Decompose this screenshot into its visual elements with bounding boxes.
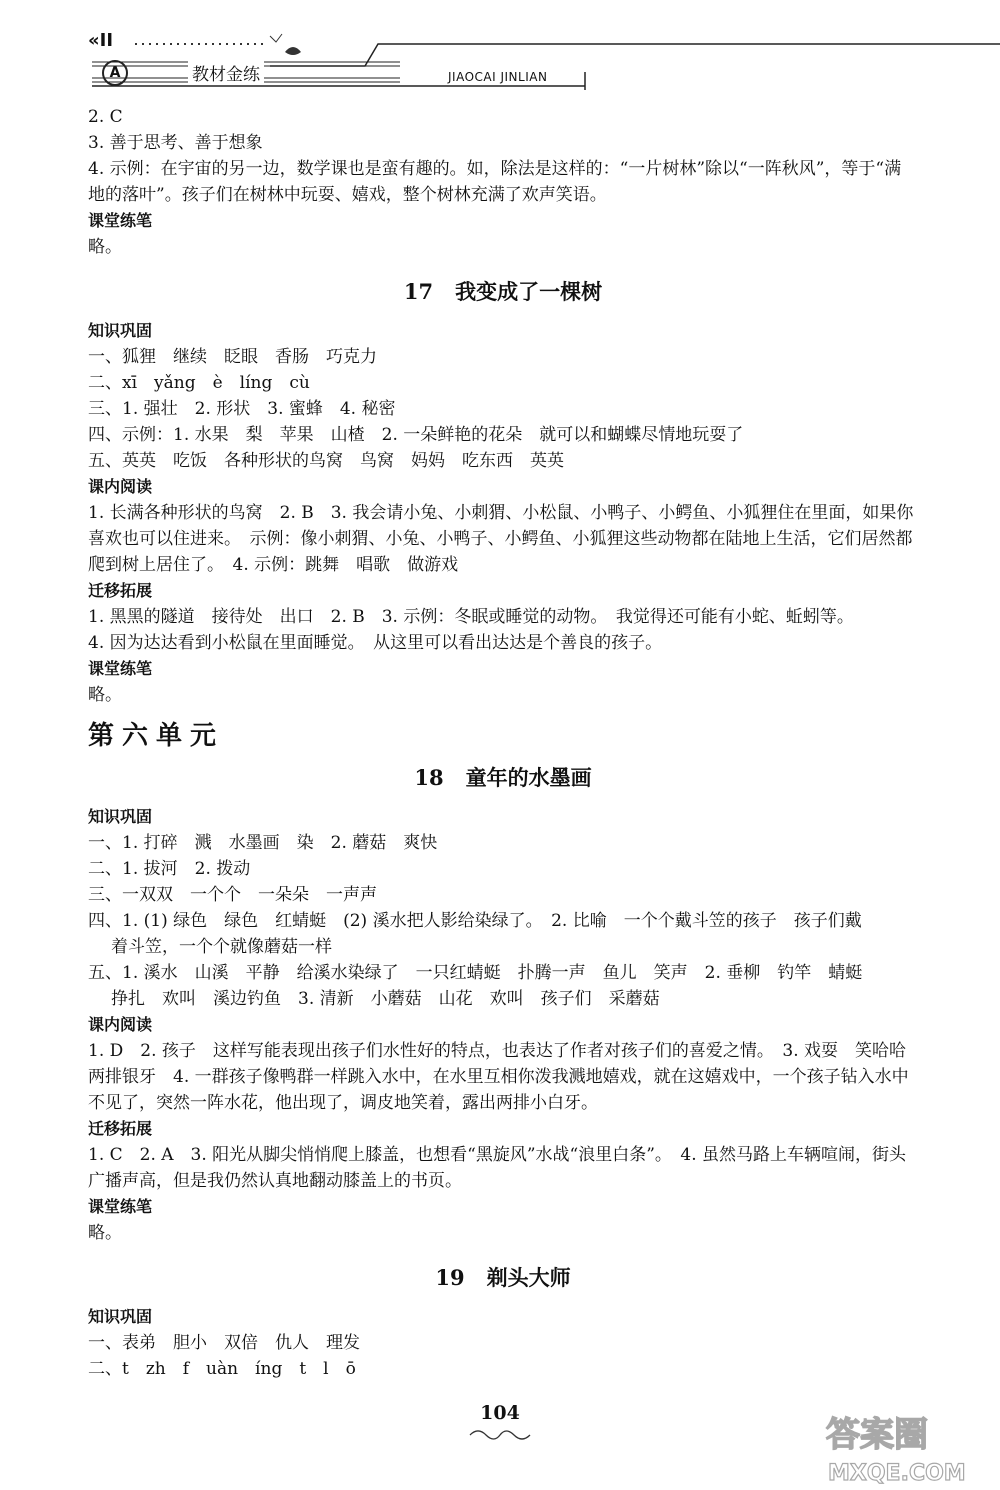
answer-line: 4. 因为达达看到小松鼠在里面睡觉。 从这里可以看出达达是个善良的孩子。 xyxy=(88,633,663,653)
unit-title: 第六单元 xyxy=(88,721,225,751)
answer-line: 一、狐狸 继续 眨眼 香肠 巧克力 xyxy=(88,347,377,367)
answer-line: 三、一双双 一个个 一朵朵 一声声 xyxy=(88,885,377,905)
answer-line: 一、表弟 胆小 双倍 仇人 理发 xyxy=(88,1333,360,1353)
answer-line: 一、1. 打碎 溅 水墨画 染 2. 蘑菇 爽快 xyxy=(88,833,438,853)
brand-title: 教材金练 xyxy=(188,60,264,85)
lesson-title xyxy=(88,272,918,312)
lesson-number: 17 xyxy=(403,279,434,304)
section-heading: 知识巩固 xyxy=(88,807,153,826)
lesson-number: 19 xyxy=(435,1265,465,1290)
answer-line: 略。 xyxy=(88,685,122,705)
answer-line: 略。 xyxy=(88,1223,122,1243)
answer-line: 1. 长满各种形状的鸟窝 2. B 3. 我会请小兔、小刺猬、小松鼠、小鸭子、小鳄鱼、小狐狸住在里面，如果你喜欢也可以住进来。 示例：像小刺猬、小兔、小鸭子、小鳄鱼、小狐狸这些动物都在陆地上生活，它们居然都爬到树上居住了。 4. 示例：跳舞 唱歌 做游戏 xyxy=(88,503,914,575)
answer-content xyxy=(88,104,923,1382)
watermark-url: MXQE.COM xyxy=(828,1461,966,1486)
answer-line: 五、英英 吃饭 各种形状的鸟窝 鸟窝 妈妈 吃东西 英英 xyxy=(88,451,564,471)
header-marks: «II xyxy=(88,30,114,51)
page-header xyxy=(0,0,1000,110)
answer-line: 1. C 2. A 3. 阳光从脚尖悄悄爬上膝盖，也想看“黑旋风”水战“浪里白条”。 4. 虽然马路上车辆喧闹，街头广播声高，但是我仍然认真地翻动膝盖上的书页。 xyxy=(88,1145,907,1191)
lesson-name: 我变成了一棵树 xyxy=(455,280,603,304)
answer-line: 4. 示例：在宇宙的另一边，数学课也是蛮有趣的。如，除法是这样的：“一片树林”除以“一阵秋风”，等于“满地的落叶”。孩子们在树林中玩耍、嬉戏，整个树林充满了欢声笑语。 xyxy=(88,159,902,205)
answer-line: 1. 黑黑的隧道 接待处 出口 2. B 3. 示例：冬眠或睡觉的动物。 我觉得还可能有小蛇、蚯蚓等。 xyxy=(88,607,854,627)
brand-logo-icon: A xyxy=(102,60,128,86)
lesson-name: 童年的水墨画 xyxy=(465,766,592,790)
answer-line: 五、1. 溪水 山溪 平静 给溪水染绿了 一只红蜻蜓 扑腾一声 鱼儿 笑声 2. 垂柳 钓竿 蜻蜓 xyxy=(88,963,863,983)
section-heading: 课堂练笔 xyxy=(88,211,153,230)
page-ornament-icon xyxy=(468,1428,532,1442)
header-decoration xyxy=(0,0,1000,110)
section-heading: 知识巩固 xyxy=(88,1307,153,1326)
section-heading: 课堂练笔 xyxy=(88,1197,153,1216)
answer-line: 二、xī yǎng è líng cù xyxy=(88,373,310,393)
lesson-title xyxy=(88,1258,918,1298)
answer-line: 挣扎 欢叫 溪边钓鱼 3. 清新 小蘑菇 山花 欢叫 孩子们 采蘑菇 xyxy=(111,989,660,1009)
brand-pinyin: JIAOCAI JINLIAN xyxy=(448,70,548,84)
answer-line: 2. C xyxy=(88,107,123,127)
answer-line: 二、1. 拔河 2. 拨动 xyxy=(88,859,251,879)
section-heading: 课堂练笔 xyxy=(88,659,153,678)
answer-line: 二、t zh f uàn íng t l ō xyxy=(88,1359,356,1379)
answer-line: 四、1. (1) 绿色 绿色 红蜻蜓 (2) 溪水把人影给染绿了。 2. 比喻 一个个戴斗笠的孩子 孩子们戴 xyxy=(88,911,862,931)
answer-line: 四、示例：1. 水果 梨 苹果 山楂 2. 一朵鲜艳的花朵 就可以和蝴蝶尽情地玩耍了 xyxy=(88,425,744,445)
answer-line: 3. 善于思考、善于想象 xyxy=(88,133,263,153)
answer-line: 略。 xyxy=(88,237,122,257)
answer-line: 着斗笠，一个个就像蘑菇一样 xyxy=(111,937,332,957)
watermark-logo xyxy=(818,1408,988,1486)
section-heading: 迁移拓展 xyxy=(88,1119,153,1138)
lesson-title xyxy=(88,758,918,798)
watermark-logo-text: 答案圈 xyxy=(826,1415,928,1455)
lesson-number: 18 xyxy=(414,765,444,790)
page-number: 104 xyxy=(480,1402,520,1424)
section-heading: 知识巩固 xyxy=(88,321,153,340)
section-heading: 课内阅读 xyxy=(88,1015,153,1034)
answer-line: 1. D 2. 孩子 这样写能表现出孩子们水性好的特点，也表达了作者对孩子们的喜爱之情。 3. 戏耍 笑哈哈 两排银牙 4. 一群孩子像鸭群一样跳入水中，在水里互相你泼我溅地嬉戏，就在这嬉戏中，一个孩子钻入水中不见了，突然一阵水花，他出现了，调皮地笑着，露出两排小白牙。 xyxy=(88,1041,923,1113)
answer-line: 三、1. 强壮 2. 形状 3. 蜜蜂 4. 秘密 xyxy=(88,399,396,419)
lesson-name: 剃头大师 xyxy=(486,1266,571,1290)
section-heading: 课内阅读 xyxy=(88,477,153,496)
section-heading: 迁移拓展 xyxy=(88,581,153,600)
